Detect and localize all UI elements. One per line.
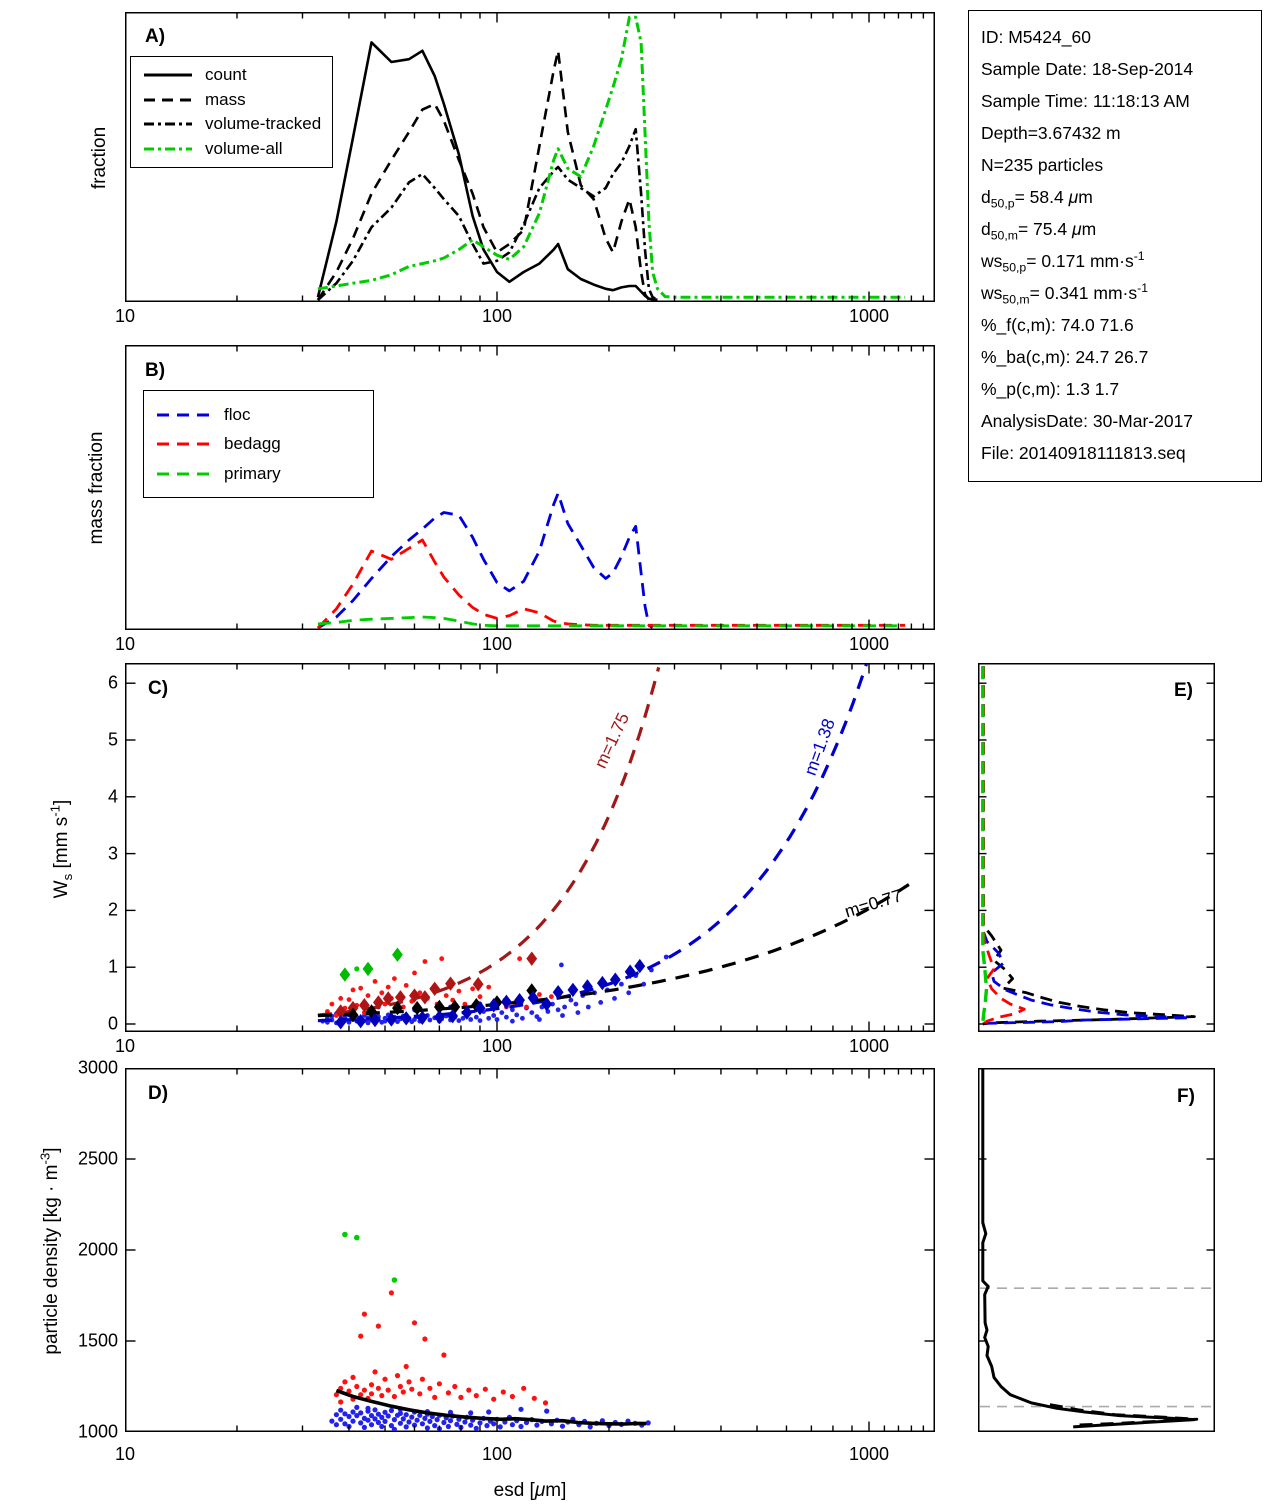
c-y-tick-label: 4 bbox=[107, 786, 118, 807]
x-tick-label: 100 bbox=[481, 306, 513, 326]
d-y-tick-label: 2500 bbox=[77, 1148, 118, 1169]
x-tick-label: 10 bbox=[114, 306, 136, 326]
fit-label-m=1.75: m=1.75 bbox=[590, 709, 634, 772]
x-tick-label: 10 bbox=[114, 634, 136, 654]
panel-c-svg bbox=[125, 663, 935, 1032]
info-line: Sample Time: 11:18:13 AM bbox=[981, 91, 1190, 112]
legend-item-volume-tracked bbox=[131, 114, 332, 134]
x-tick-label: 1000 bbox=[848, 634, 890, 654]
c-y-tick-label: 2 bbox=[107, 899, 118, 920]
panel-e-letter: E) bbox=[1174, 680, 1193, 701]
info-line: $ws_{50,p}= 0.171$ $mm\cdot s^{-1}$ bbox=[981, 249, 1145, 275]
info-line: File: 20140918111813.seq bbox=[981, 443, 1186, 464]
d-y-tick-label: 1500 bbox=[77, 1330, 118, 1351]
legend-label: mass bbox=[205, 89, 246, 109]
c-y-tick-label: 3 bbox=[107, 843, 118, 864]
legend-line-sample bbox=[143, 72, 193, 78]
c-y-tick-label: 1 bbox=[107, 956, 118, 977]
legend-item-mass bbox=[131, 90, 332, 110]
x-tick-label: 10 bbox=[114, 1036, 136, 1056]
legend-line-sample bbox=[156, 441, 212, 447]
info-line: Depth=3.67432 m bbox=[981, 123, 1121, 144]
panel-f-letter: F) bbox=[1177, 1086, 1195, 1107]
c-y-tick-label: 5 bbox=[107, 729, 118, 750]
panel-d-letter: D) bbox=[148, 1083, 169, 1104]
panel-c-ylabel: $W_s$ [mm $s^{-1}$] bbox=[47, 799, 75, 899]
legend-item-count bbox=[131, 65, 332, 85]
legend-line-sample bbox=[143, 121, 193, 127]
c-y-tick-label: 6 bbox=[107, 672, 118, 693]
info-line: $d_{50,p}= 58.4$ μm bbox=[981, 187, 1093, 211]
x-tick-label: 100 bbox=[481, 1444, 513, 1464]
info-line: ID: M5424_60 bbox=[981, 27, 1091, 47]
legend-item-primary bbox=[144, 464, 373, 484]
legend-label: volume-all bbox=[205, 138, 283, 158]
info-line: N=235 particles bbox=[981, 155, 1104, 176]
panel-b-letter: B) bbox=[145, 360, 166, 381]
info-line: %_ba(c,m): 24.7 26.7 bbox=[981, 347, 1149, 368]
panel-c-letter: C) bbox=[148, 678, 169, 699]
panel-a-letter: A) bbox=[145, 26, 166, 47]
info-line: %_p(c,m): 1.3 1.7 bbox=[981, 379, 1120, 400]
legend-line-sample bbox=[156, 412, 212, 418]
panel-b-ylabel: mass fraction bbox=[86, 431, 107, 545]
x-tick-label: 1000 bbox=[848, 306, 890, 326]
legend-label: count bbox=[205, 65, 247, 85]
d-y-tick-label: 2000 bbox=[77, 1239, 118, 1260]
legend-line-sample bbox=[143, 146, 193, 152]
legend-label: primary bbox=[224, 463, 281, 483]
panel-d-svg bbox=[125, 1068, 935, 1432]
legend-label: volume-tracked bbox=[205, 114, 322, 134]
panel-e-svg bbox=[978, 663, 1215, 1032]
panel-f-svg bbox=[978, 1068, 1215, 1432]
panel-d-ylabel: particle density $[kg \cdot m^{-3}]$ bbox=[37, 1147, 62, 1355]
x-tick-label: 1000 bbox=[848, 1036, 890, 1056]
info-line: Sample Date: 18-Sep-2014 bbox=[981, 59, 1194, 80]
x-tick-label: 100 bbox=[481, 634, 513, 654]
x-tick-label: 10 bbox=[114, 1444, 136, 1464]
x-axis-title: esd [μm] bbox=[493, 1480, 567, 1501]
fit-label-m=0.77: m=0.77 bbox=[842, 885, 905, 922]
info-line: $d_{50,m}= 75.4$ μm bbox=[981, 219, 1097, 243]
info-line: $ws_{50,m}= 0.341$ $mm\cdot s^{-1}$ bbox=[981, 281, 1149, 307]
panel-a-legend bbox=[130, 56, 333, 168]
c-y-tick-label: 0 bbox=[107, 1013, 118, 1034]
legend-line-sample bbox=[143, 97, 193, 103]
sample-info-box bbox=[968, 10, 1262, 482]
legend-item-floc bbox=[144, 405, 373, 425]
panel-b-legend bbox=[143, 390, 374, 498]
legend-label: bedagg bbox=[224, 434, 281, 453]
fit-label-m=1.38: m=1.38 bbox=[799, 715, 839, 779]
legend-line-sample bbox=[156, 471, 212, 477]
legend-label: floc bbox=[224, 404, 251, 424]
x-tick-label: 1000 bbox=[848, 1444, 890, 1464]
legend-item-bedagg bbox=[144, 434, 373, 454]
panel-a-ylabel: fraction bbox=[89, 126, 110, 190]
info-line: AnalysisDate: 30-Mar-2017 bbox=[981, 411, 1194, 432]
d-y-tick-label: 1000 bbox=[77, 1421, 118, 1442]
info-line: %_f(c,m): 74.0 71.6 bbox=[981, 315, 1134, 336]
legend-item-volume-all bbox=[131, 139, 332, 159]
x-tick-label: 100 bbox=[481, 1036, 513, 1056]
d-y-tick-label: 3000 bbox=[77, 1057, 118, 1078]
